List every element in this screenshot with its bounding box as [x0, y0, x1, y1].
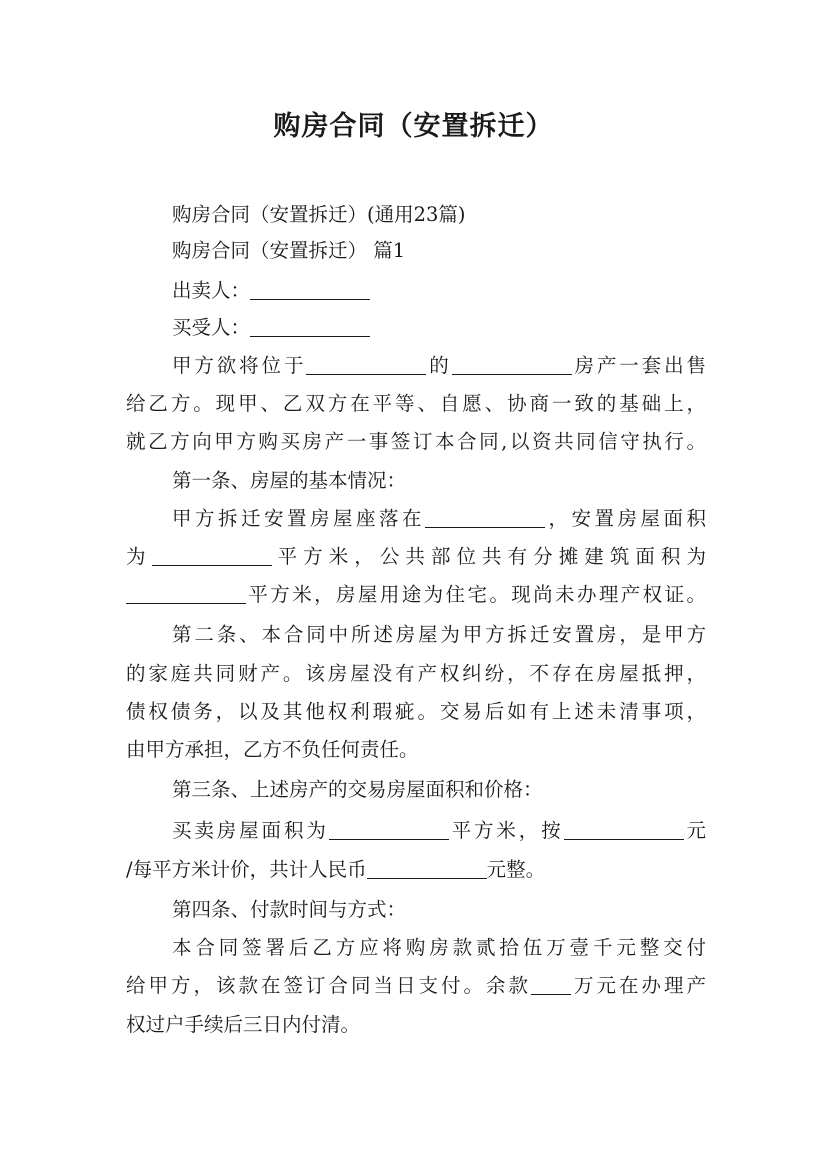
total-price-blank: [367, 856, 487, 879]
paragraph-line: 平方米，房屋用途为住宅。现尚未办理产权证。: [126, 576, 706, 614]
subtitle-line: 购房合同（安置拆迁）(通用23篇): [172, 203, 466, 226]
unit-price-blank: [564, 817, 684, 840]
paragraph-line: 权过户手续后三日内付清。: [126, 1013, 361, 1036]
article-heading: 第一条、房屋的基本情况：: [172, 469, 407, 492]
property-blank: [452, 352, 572, 375]
paragraph-line: 给乙方。现甲、乙双方在平等、自愿、协商一致的基础上，: [126, 392, 706, 415]
paragraph-line: 由甲方承担，乙方不负任何责任。: [126, 738, 419, 761]
paragraph-line: 给甲方，该款在签订合同当日支付。余款 万元在办理产: [126, 974, 706, 997]
paragraph-line: 买卖房屋面积为 平方米，按 元: [172, 819, 706, 842]
location-blank: [306, 352, 426, 375]
paragraph-line: 甲方欲将位于 的 房产一套出售: [172, 354, 706, 377]
buyer-blank: [250, 314, 370, 337]
paragraph-line: 的家庭共同财产。该房屋没有产权纠纷，不存在房屋抵押，: [126, 662, 706, 685]
shared-area-blank: [126, 581, 246, 604]
paragraph-line: /每平方米计价，共计人民币 元整。: [126, 858, 546, 881]
area-blank: [152, 543, 272, 566]
balance-blank: [531, 972, 571, 995]
paragraph-line: 就乙方向甲方购买房产一事签订本合同,以资共同信守执行。: [126, 430, 706, 453]
article-heading: 第四条、付款时间与方式：: [172, 898, 407, 921]
address-blank: [425, 505, 545, 528]
paragraph-line: 为 平方米，公共部位共有分摊建筑面积为: [126, 545, 706, 568]
trade-area-blank: [329, 817, 449, 840]
seller-blank: [250, 277, 370, 300]
buyer-line: 买受人：: [172, 309, 752, 347]
paragraph-line: 甲方拆迁安置房屋座落在 ，安置房屋面积: [172, 507, 706, 530]
paragraph-line: 债权债务，以及其他权利瑕疵。交易后如有上述未清事项，: [126, 700, 706, 723]
section-heading: 购房合同（安置拆迁） 篇1: [172, 239, 406, 262]
paragraph-line: 第二条、本合同中所述房屋为甲方拆迁安置房，是甲方: [172, 623, 706, 646]
paragraph-line: 本合同签署后乙方应将购房款贰拾伍万壹千元整交付: [172, 936, 706, 959]
seller-line: 出卖人：: [172, 272, 752, 310]
article-heading: 第三条、上述房产的交易房屋面积和价格：: [172, 778, 543, 801]
document-title: 购房合同（安置拆迁）: [273, 111, 554, 142]
